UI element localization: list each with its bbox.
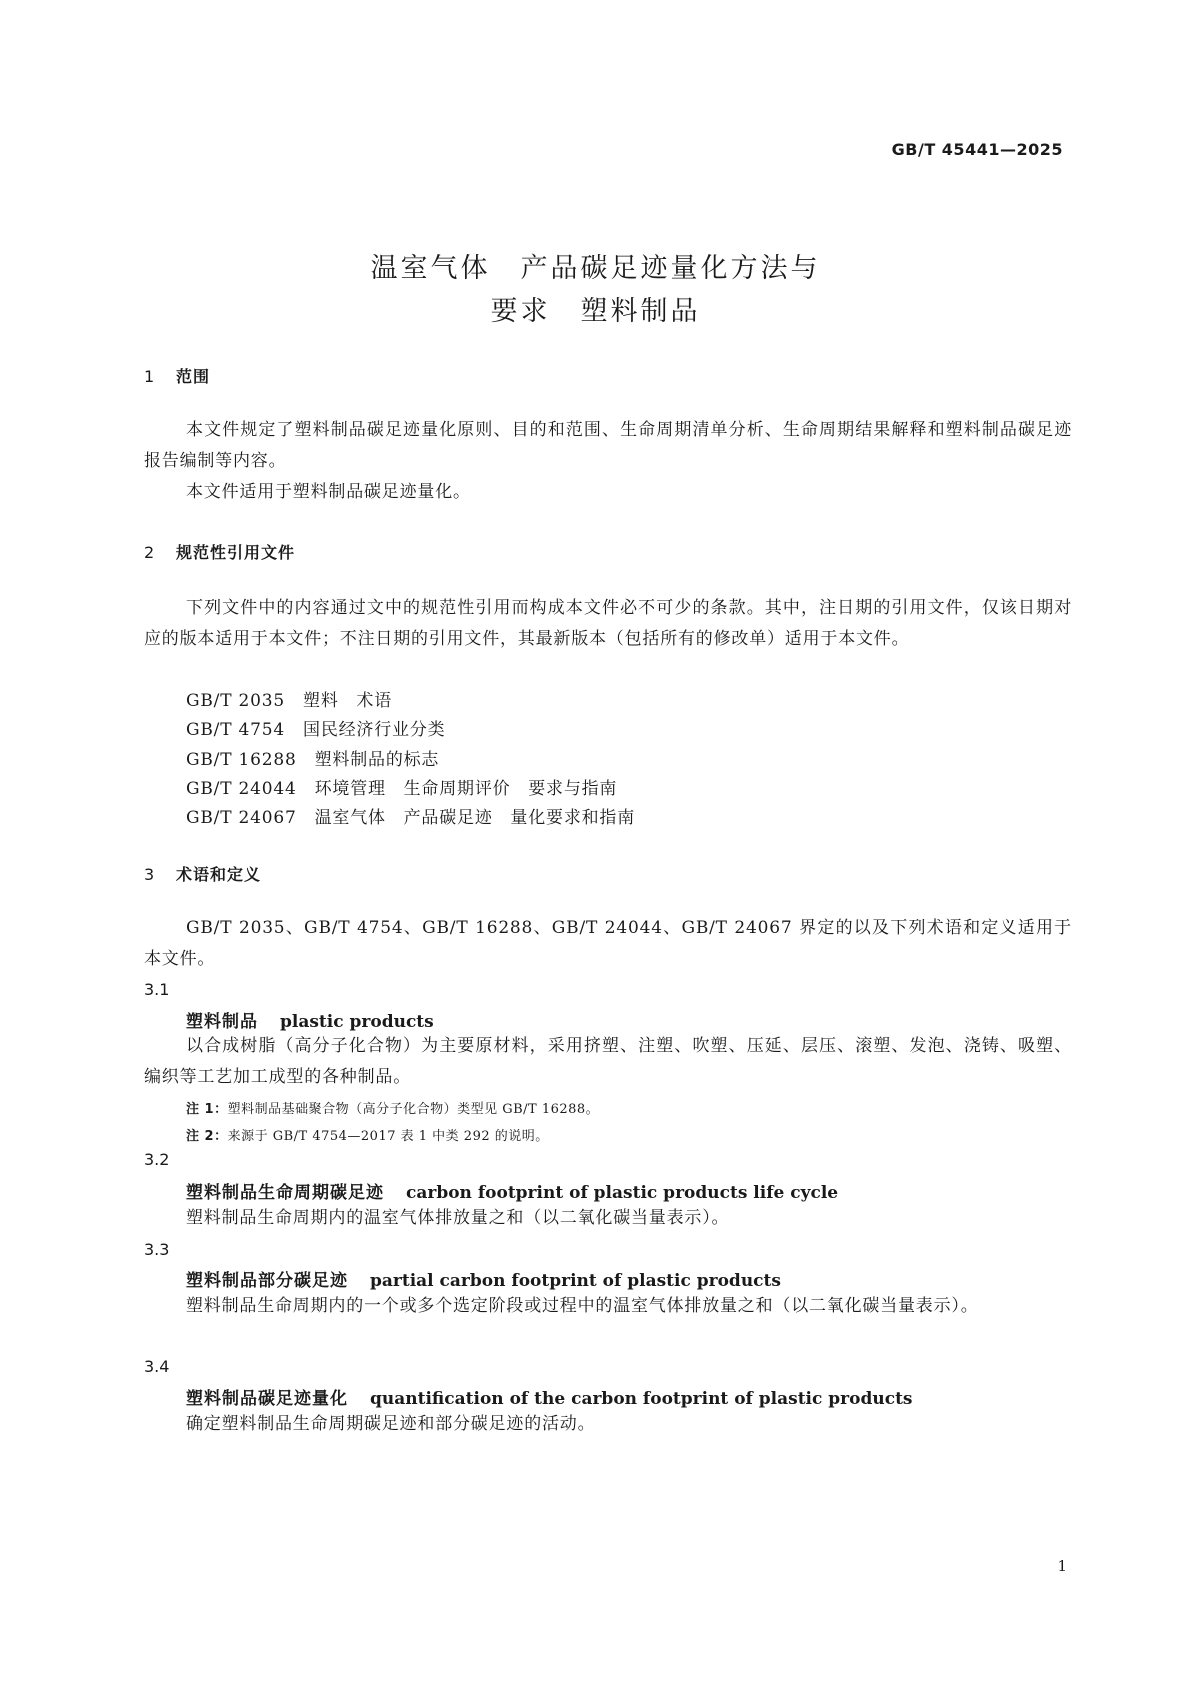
term-zh: 塑料制品: [186, 1012, 258, 1032]
paragraph: GB/T 2035、GB/T 4754、GB/T 16288、GB/T 24044、GB/T 24067 界定的以及下列术语和定义适用于本文件。: [144, 918, 1072, 969]
section-heading-scope: [144, 364, 210, 387]
reference-title: 温室气体 产品碳足迹 量化要求和指南: [314, 808, 636, 828]
section-number: 1: [144, 367, 156, 386]
term-heading: [186, 1266, 781, 1291]
reference-code: GB/T 2035: [186, 691, 286, 711]
reference-code: GB/T 16288: [186, 750, 297, 770]
reference-title: 塑料制品的标志: [314, 750, 440, 770]
note: [186, 1125, 549, 1144]
term-number: 3.2: [144, 1150, 170, 1169]
reference-code: GB/T 24044: [186, 779, 297, 799]
reference-item: [186, 803, 635, 828]
term-definition: 塑料制品生命周期内的一个或多个选定阶段或过程中的温室气体排放量之和（以二氧化碳当量表示）。: [186, 1296, 979, 1316]
standard-code: GB/T 45441—2025: [891, 140, 1063, 159]
title-part: 产品碳足迹量化方法与: [520, 253, 821, 284]
title-part: 塑料制品: [580, 296, 701, 327]
term-heading: [186, 1007, 434, 1032]
term-number: 3.1: [144, 980, 170, 999]
term-en: plastic products: [280, 1012, 434, 1032]
title-part: 要求: [490, 296, 551, 327]
reference-item: [186, 686, 392, 711]
reference-title: 塑料 术语: [303, 691, 393, 711]
section-heading-terms: [144, 862, 261, 885]
term-zh: 塑料制品生命周期碳足迹: [186, 1183, 384, 1203]
term-definition: 确定塑料制品生命周期碳足迹和部分碳足迹的活动。: [186, 1414, 596, 1434]
term-zh: 塑料制品碳足迹量化: [186, 1389, 348, 1409]
term-heading: [186, 1384, 913, 1409]
reference-code: GB/T 24067: [186, 808, 297, 828]
section-number: 3: [144, 865, 156, 884]
term-number: 3.3: [144, 1240, 170, 1259]
section-title: 规范性引用文件: [176, 543, 296, 562]
document-title-line-1: [0, 246, 1191, 285]
section-number: 2: [144, 543, 156, 562]
term-definition: 以合成树脂（高分子化合物）为主要原材料，采用挤塑、注塑、吹塑、压延、层压、滚塑、发泡、浇铸、吸塑、编织等工艺加工成型的各种制品。: [144, 1036, 1072, 1087]
paragraph: 本文件适用于塑料制品碳足迹量化。: [186, 482, 471, 502]
paragraph: 本文件规定了塑料制品碳足迹量化原则、目的和范围、生命周期清单分析、生命周期结果解释和塑料制品碳足迹报告编制等内容。: [144, 420, 1072, 471]
section-heading-references: [144, 540, 295, 563]
reference-title: 国民经济行业分类: [303, 720, 446, 740]
term-en: quantification of the carbon footprint of plastic products: [370, 1389, 913, 1409]
note-label: 注 2：: [186, 1129, 228, 1144]
page-number: 1: [1057, 1557, 1067, 1575]
section-title: 术语和定义: [176, 865, 262, 884]
note-label: 注 1：: [186, 1102, 228, 1117]
paragraph: 下列文件中的内容通过文中的规范性引用而构成本文件必不可少的条款。其中，注日期的引用文件，仅该日期对应的版本适用于本文件；不注日期的引用文件，其最新版本（包括所有的修改单）适用于本文件。: [144, 598, 1072, 649]
reference-item: [186, 715, 445, 740]
document-title-line-2: [0, 289, 1191, 328]
term-zh: 塑料制品部分碳足迹: [186, 1271, 348, 1291]
term-en: carbon footprint of plastic products life cycle: [406, 1183, 839, 1203]
title-part: 温室气体: [370, 253, 491, 284]
note-text: 来源于 GB/T 4754—2017 表 1 中类 292 的说明。: [227, 1129, 549, 1144]
note-text: 塑料制品基础聚合物（高分子化合物）类型见 GB/T 16288。: [227, 1102, 600, 1117]
reference-title: 环境管理 生命周期评价 要求与指南: [314, 779, 618, 799]
term-en: partial carbon footprint of plastic products: [370, 1271, 781, 1291]
term-number: 3.4: [144, 1357, 170, 1376]
term-definition: 塑料制品生命周期内的温室气体排放量之和（以二氧化碳当量表示）。: [186, 1208, 730, 1228]
reference-item: [186, 774, 617, 799]
reference-item: [186, 745, 439, 770]
reference-code: GB/T 4754: [186, 720, 286, 740]
section-title: 范围: [176, 367, 211, 386]
note: [186, 1098, 599, 1117]
term-heading: [186, 1178, 838, 1203]
